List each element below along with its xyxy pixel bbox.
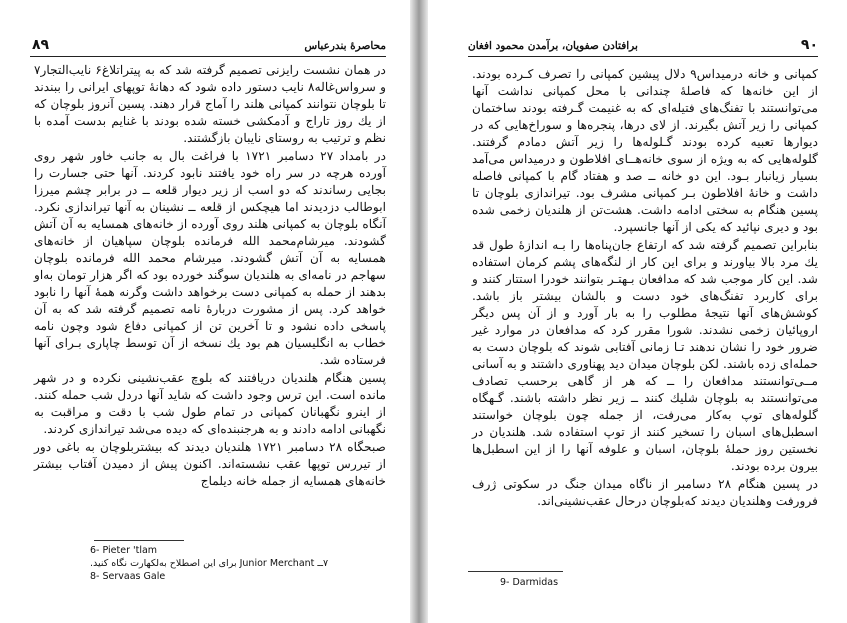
left-footnotes [90,544,386,583]
right-paragraph-2: بنابراین تصمیم گرفته شد که ارتفاع جان‌پناه‌ها را بـه اندازهٔ طول قد یك مرد بالا بیاورند و برای این کار از لنگه‌های پشم کرمان استفاده شد. این کار موجب شد که مدافعان بـهتـر بتوانند خودرا استتار کنند و برای کاربرد تفنگ‌های خود دست و بالشان بیشتر باز باشد. کوشش‌های آنها نتیجهٔ مطلوب را به بار آورد و از آن پس دیگر اروپائیان زخمی نشدند. شورا مقرر کرد که مدافعان در موارد غیر ضرور خود را نشان ندهند تـا زمانی آفتابی شوند که بلوچان دست به حمله‌ای زده باشند. لکن بلوچان میدان دید پهناوری داشتند و به آسانی مــی‌توانستند مدافعان را ــ که هر از گاهی برحسب تصادف می‌توانستند به بلوچان شلیك کنند ــ زیر نظر داشته باشند. گـهگاه گلوله‌های توپ به‌کار می‌رفت، از جمله چون بلوچان خواستند اسطبل‌های اسبان را تسخیر کنند از توپ استفاده شد. هلندیان در نخستین روز حملهٔ بلوچان، اسبان و علوفه آنها را از این اسطبل‌ها بیرون برده بودند. [472,238,818,473]
footnote-7: ۷ــ Junior Merchant برای این اصطلاح به‌لکهارت نگاه کنید. [90,558,329,569]
right-footnotes [500,576,700,589]
left-paragraph-4: صبحگاه ۲۸ دسامبر ۱۷۲۱ هلندیان دیدند که بیشتربلوچان به باغی دور از تیررس توپها عقب نشسته‌اند. اکنون پیش از دمیدن آفتاب بیشتر خانه‌های همسایه از جمله خانه دیلماج [34,440,386,488]
right-paragraph-3: در پسین هنگام ۲۸ دسامبر از ناگاه میدان جنگ در سکوتی ژرف فرورفت وهلندیان دیدند که‌بلوچان درحال عقب‌نشینی‌اند. [472,477,819,508]
left-paragraph-1: در همان نشست رایزنی تصمیم گرفته شد که به پیتراتلاغ۶ نایب‌التجار۷ و سرواس‌غاله۸ نایب دستور داده شود که دهانهٔ توپهای ایرانی را ببندند تا بلوچان نتوانند کمپانی هلند را آماج قرار دهند. پسین آنروز بلوچان که از یك روز تاراج و آدمکشی خسته شده بودند با غنایم بدست آمده با نظم و ترتیب به روستای نایبان بازگشتند. [34,63,386,145]
left-paragraph-2: در بامداد ۲۷ دسامبر ۱۷۲۱ با فراغت بال به جانب خاور شهر روی آورده هرچه در سر راه خود یافتند نابود کردند. آنها حتی جسارت را بجایی رساندند که دو اسب از زیر دیوار قلعه ــ در برابر چشم میرزا ابوطالب دزدیدند اما هیچکس از قلعه ــ نشینان به آنها تیراندازی نکرد. آنگاه بلوچان به کمپانی هلند روی آورده از خانه‌های همسایه به آن آتش گشودند. میرشام‌محمد الله فرمانده بلوچان سپاهیان از خانه‌های همسایه به آن آتش گشودند. میرشام محمد الله فرمانده بلوچان سهاجم در نامه‌ای به هلندیان سوگند خورده بود که اگر هزار تومان به‌او بدهند از حمله به کمپانی دست برخواهد داشت وگرنه همهٔ آنها را نابود خواهد کرد. پس از مشورت دربارهٔ نامه تصمیم گرفته شد که به آن پاسخی داده نشود و تا آخرین تن از کمپانی دفاع شود وچون نامه خطاب به انگلیسیان هم بود یك نسخه از آن توسط چاپاری بـرای آنها فرستاده شد. [34,149,387,367]
book-gutter [410,0,428,623]
left-page-body [34,62,386,491]
right-paragraph-1: کمپانی و خانه درمیداس۹ دلال پیشین کمپانی را تصرف کـرده بودند. از این خانه‌ها که فاصلهٔ چندانی با محل کمپانی نداشت آنها می‌توانستند با تفنگ‌های فتیله‌ای که به غنیمت گـرفته بودند ساختمان کمپانی را زیر آتش بگیرند. از لای درها، پنجره‌ها و سوراخ‌هایی که در دیوارها تعبیه کرده بودند گـلوله‌ها را زیر آتش دمادم گرفتند. گلوله‌هایی که به ویژه از سوی خانه‌هــای افلاطون و درمیداس می‌آمد بسیار زیانبار بـود. این دو خانه ــ صد و هفتاد گام با کمپانی فاصله داشت و خانهٔ افلاطون بـر کمپانی مشرف بود. تیراندازی بلوچان تا پسین هنگام به سختی ادامه داشت. هشت‌تن از هلندیان زخمی شده بود و دیری نپائید که یکی از آنها جانسپرد. [472,67,818,234]
left-footnote-rule [94,540,184,541]
right-footnote-rule [468,571,563,572]
left-page-header [30,37,386,57]
right-page-body [472,66,818,511]
footnote-8: 8- Servaas Gale [90,571,166,582]
right-page-number: ۹۰ [800,37,818,53]
left-page-number: ۸۹ [32,37,50,53]
right-page-header [468,37,818,57]
left-paragraph-3: پسین هنگام هلندیان دریافتند که بلوچ عقب‌نشینی نکرده و در شهر مانده است. این ترس وجود داشت که شاید آنها دردل شب حمله کنند. از اینرو نگهبانان کمپانی در تمام طول شب با دقت و مراقبت به نگهبانی ادامه دادند و به هرجنبنده‌ای که دیده می‌شد تیراندازی کردند. [34,371,386,436]
right-page [428,0,847,623]
right-running-title: برافتادن صفویان، برآمدن محمود افغان [468,40,638,52]
left-page [0,0,410,623]
footnote-6: 6- Pieter 'tlam [90,545,158,556]
left-running-title: محاصرهٔ بندرعباس [304,40,386,52]
footnote-9: 9- Darmidas [500,577,559,588]
